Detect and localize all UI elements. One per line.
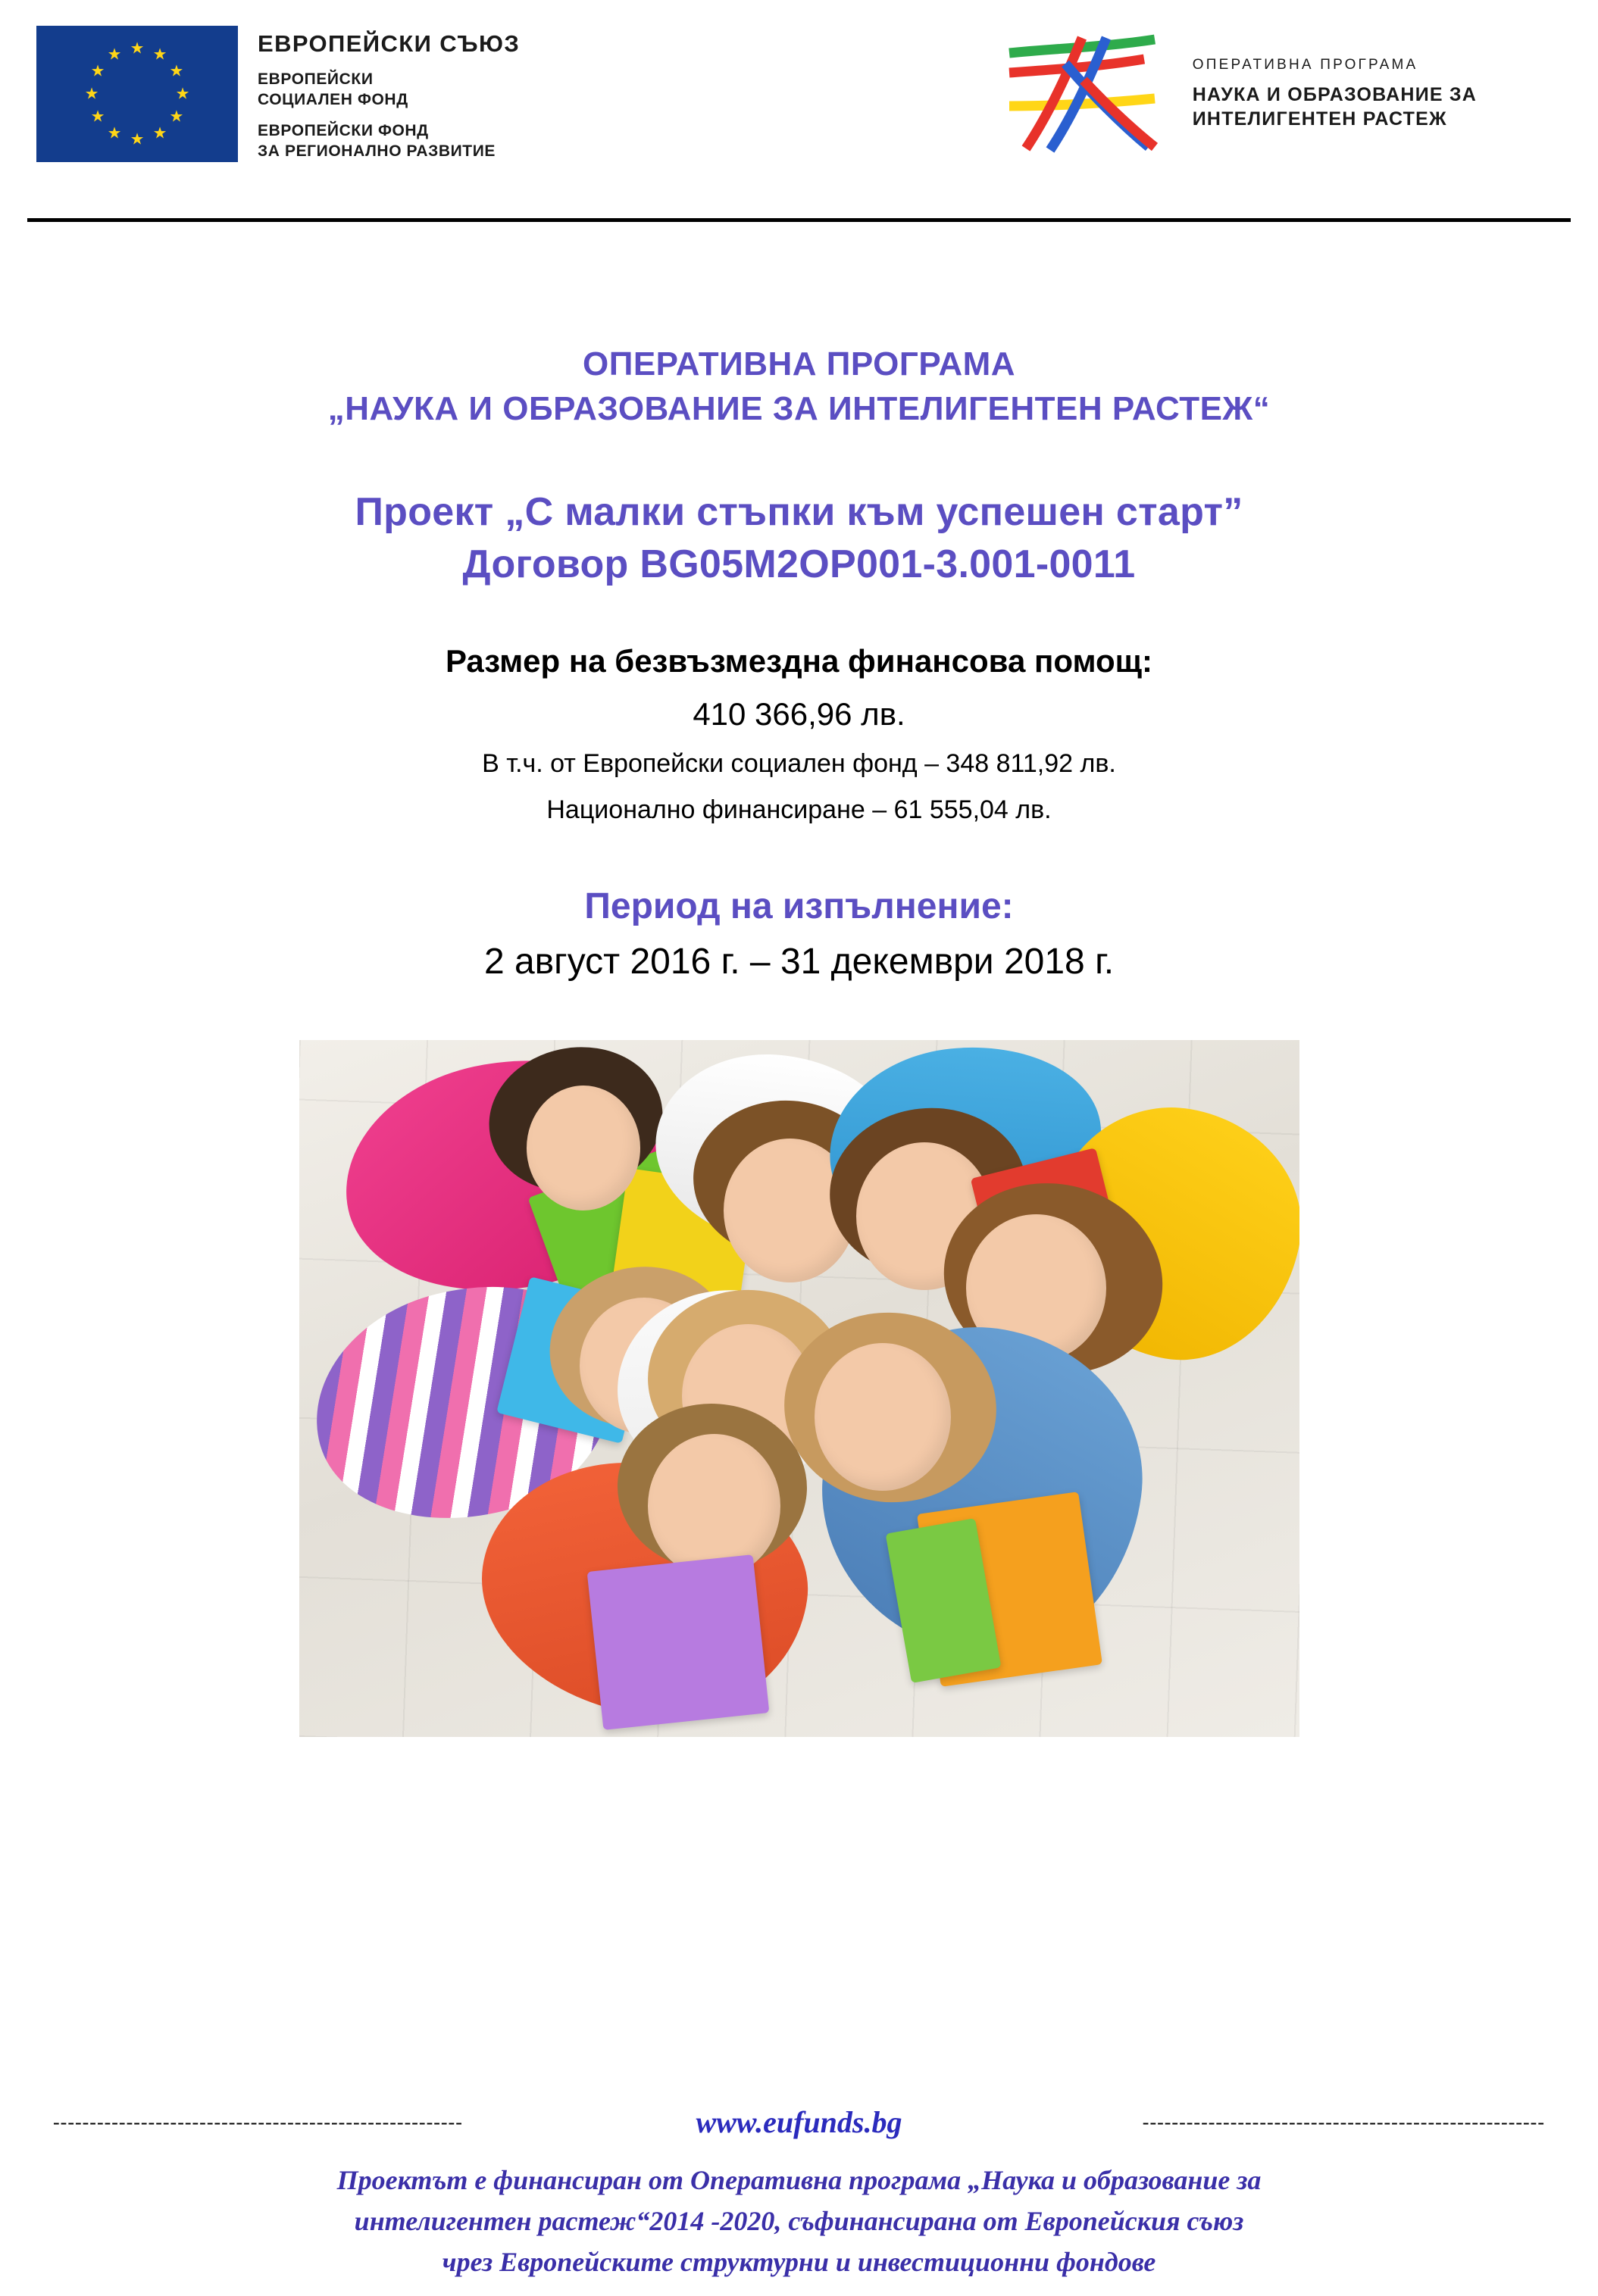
child-head-8	[648, 1434, 780, 1578]
eu-stars-circle	[92, 48, 183, 139]
header-divider	[27, 218, 1571, 222]
child-head-7	[815, 1343, 951, 1491]
eu-emblem-text	[258, 26, 520, 173]
grant-amount-label: Размер на безвъзмездна финансова помощ:	[445, 643, 1153, 679]
footer-disclaimer: Проектът е финансиран от Оперативна програма „Наука и образование за интелигентен растеж“2014 -2020, съфинансирана от Европейския съюз чрез Европейските структурни и инвестиционни фондове	[336, 2165, 1262, 2277]
operational-program-title: ОПЕРАТИВНА ПРОГРАМА „НАУКА И ОБРАЗОВАНИЕ ЗА ИНТЕЛИГЕНТЕН РАСТЕЖ“	[327, 345, 1271, 427]
period-label: Период на изпълнение:	[584, 886, 1014, 927]
grant-amount-value: 410 366,96 лв.	[693, 696, 905, 733]
footer-url-row	[0, 2104, 1598, 2140]
footer-dashes-left: --------------------------------------------------------	[53, 2110, 463, 2133]
project-title: Проект „С малки стъпки към успешен старт” Договор BG05M2OP001-3.001-0011	[355, 489, 1243, 586]
eu-union-label: ЕВРОПЕЙСКИ СЪЮЗ	[258, 30, 521, 57]
grant-national-share: Национално финансиране – 61 555,04 лв.	[546, 795, 1052, 825]
eu-emblem-block	[36, 26, 520, 173]
period-value: 2 август 2016 г. – 31 декември 2018 г.	[483, 942, 1115, 982]
grant-esf-share: В т.ч. от Европейски социален фонд – 348 811,92 лв.	[482, 749, 1116, 779]
op-logo-subtitle: ОПЕРАТИВНА ПРОГРАМА	[1192, 56, 1418, 73]
eufunds-link[interactable]: www.eufunds.bg	[696, 2105, 902, 2139]
eu-social-fund-label: ЕВРОПЕЙСКИ СОЦИАЛЕН ФОНД	[258, 70, 408, 108]
document-body	[0, 221, 1598, 1737]
eu-flag-icon	[36, 26, 238, 162]
book-purple	[586, 1554, 769, 1730]
document-footer	[0, 2104, 1598, 2296]
op-logo-title: НАУКА И ОБРАЗОВАНИЕ ЗА ИНТЕЛИГЕНТЕН РАСТЕЖ	[1192, 83, 1477, 130]
child-head-1	[527, 1086, 640, 1210]
op-logo-text	[1193, 57, 1477, 132]
op-science-education-logo-icon	[993, 33, 1174, 155]
eu-regional-fund-label: ЕВРОПЕЙСКИ ФОНД ЗА РЕГИОНАЛНО РАЗВИТИЕ	[258, 121, 496, 160]
document-header	[0, 0, 1598, 221]
children-lying-in-circle-with-books-photo	[299, 1040, 1299, 1737]
op-logo-block	[993, 26, 1553, 155]
footer-dashes-right: -------------------------------------------------------	[1142, 2110, 1545, 2133]
photo-frame	[299, 1040, 1299, 1737]
header-logos-row	[0, 0, 1598, 173]
